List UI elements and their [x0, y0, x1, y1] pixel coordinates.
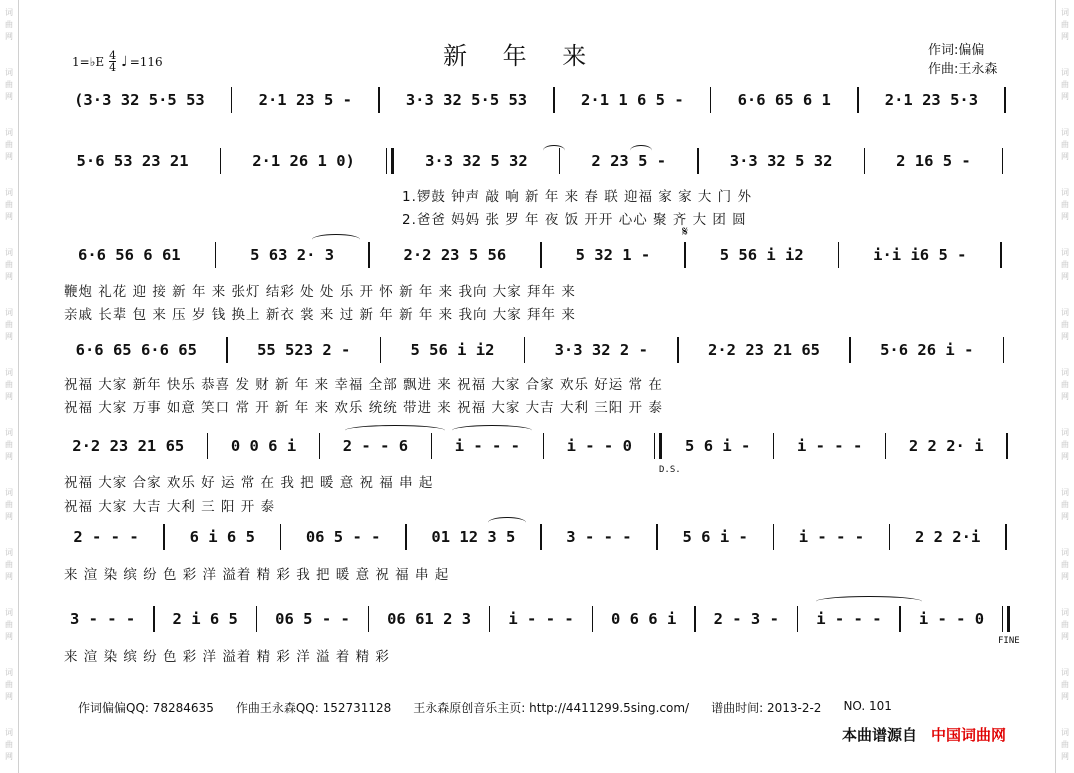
watermark-char: 词 [5, 248, 13, 257]
barline [489, 606, 491, 632]
measure-notes: 2 16 5 - [896, 152, 971, 170]
barline [163, 524, 165, 550]
watermark-char: 网 [1061, 332, 1069, 341]
watermark-char: 词 [1061, 128, 1069, 137]
footer-lyricist-qq: 作词偏偏QQ: 78284635 [78, 701, 214, 715]
measure-notes: 2 i 6 5 [172, 610, 238, 628]
watermark-char: 网 [5, 272, 13, 281]
slur-mark [488, 517, 526, 528]
lyric-v1-line3: 祝福 大家 新年 快乐 恭喜 发 财 新 年 来 幸福 全部 飘进 来 祝福 大家 合家 欢乐 好运 常 在 [64, 377, 663, 393]
measure-notes: 3 - - - [566, 528, 632, 546]
key-tempo [72, 50, 163, 73]
watermark-char: 词 [5, 188, 13, 197]
barline [405, 524, 407, 550]
watermark-char: 曲 [5, 260, 13, 269]
watermark-char: 网 [1061, 692, 1069, 701]
barline [207, 433, 209, 459]
lyric-v2-line4: 祝福 大家 大吉 大利 三 阳 开 泰 [64, 499, 276, 515]
watermark-char: 曲 [5, 680, 13, 689]
measure-notes: 2 - - 6 [342, 437, 409, 455]
measure-notes: 5 63 2· 3 [250, 246, 335, 264]
barline [368, 606, 370, 632]
barline [380, 337, 382, 363]
measure-notes: 6 i 6 5 [189, 528, 255, 546]
measure-notes: 6·6 56 6 61 [77, 246, 181, 264]
watermark-char: 词 [5, 308, 13, 317]
measure-notes: 6·6 65 6·6 65 [75, 341, 197, 359]
watermark-char: 词 [1061, 548, 1069, 557]
barline [368, 242, 370, 268]
watermark-char: 词 [1061, 188, 1069, 197]
barline [215, 242, 217, 268]
watermark-char: 网 [1061, 212, 1069, 221]
watermark-char: 词 [1061, 488, 1069, 497]
composer: 作曲:王永森 [928, 62, 998, 77]
measure-notes: i - - 0 [566, 437, 632, 455]
watermark-char: 词 [1061, 248, 1069, 257]
measure-notes: 0 6 6 i [610, 610, 677, 628]
footer-homepage: 王永森原创音乐主页: http://4411299.5sing.com/ [413, 701, 690, 715]
measure-notes: (3·3 32 5·5 53 [74, 91, 205, 109]
measure-notes: 3 - - - [69, 610, 136, 628]
barline [885, 433, 887, 459]
left-watermark-strip [0, 0, 19, 773]
barline [231, 87, 233, 113]
score-line-2 [62, 144, 1020, 178]
measure-notes: i - - 0 [918, 610, 985, 628]
measure-notes: 2 2 2· i [908, 437, 984, 455]
slur-mark [312, 234, 360, 245]
measure-notes: 2·2 23 21 65 [708, 341, 820, 359]
measure-notes: 5 6 i - [682, 528, 748, 546]
watermark-char: 曲 [1061, 740, 1069, 749]
watermark-char: 网 [5, 332, 13, 341]
watermark-char: 曲 [5, 200, 13, 209]
barline [797, 606, 799, 632]
measure-notes: 2 - 3 - [713, 610, 779, 628]
source-site: 中国词曲网 [931, 726, 1007, 744]
lyric-line6: 来 渲 染 缤 纷 色 彩 洋 溢着 精 彩 洋 溢 着 精 彩 [64, 649, 390, 665]
watermark-char: 网 [1061, 92, 1069, 101]
measure-notes: 3·3 32 5 32 [729, 152, 833, 170]
lyric-v1-line1: 1.锣鼓 钟声 敲 响 新 年 来 春 联 迎福 家 家 大 门 外 [402, 189, 752, 205]
quarter-note-icon: ♩ [121, 53, 128, 70]
watermark-char: 网 [1061, 32, 1069, 41]
watermark-char: 词 [5, 548, 13, 557]
measure-notes: i - - - [798, 528, 865, 546]
watermark-char: 词 [1061, 428, 1069, 437]
watermark-char: 曲 [1061, 80, 1069, 89]
barline [543, 433, 545, 459]
measure-notes: 5 6 i - [685, 437, 751, 455]
watermark-char: 网 [5, 512, 13, 521]
watermark-char: 词 [1061, 608, 1069, 617]
measure-notes: 06 61 2 3 [387, 610, 472, 628]
measure-notes: 5·6 53 23 21 [76, 152, 189, 170]
watermark-char: 词 [5, 608, 13, 617]
barline [540, 524, 542, 550]
measure-notes: 2·1 23 5 - [258, 91, 352, 109]
measure-notes: 5·6 26 i - [880, 341, 974, 359]
watermark-char: 网 [5, 692, 13, 701]
lyric-v2-line1: 2.爸爸 妈妈 张 罗 年 夜 饭 开开 心心 聚 齐 大 团 圆 [402, 212, 747, 228]
barline [592, 606, 594, 632]
lyric-line5: 来 渲 染 缤 纷 色 彩 洋 溢着 精 彩 我 把 暖 意 祝 福 串 起 [64, 567, 450, 583]
measure-notes: 6·6 65 6 1 [737, 91, 831, 109]
measure-notes: 0 0 6 i [230, 437, 297, 455]
lyric-v1-line2: 鞭炮 礼花 迎 接 新 年 来 张灯 结彩 处 处 乐 开 怀 新 年 来 我向 大家 拜年 来 [64, 284, 576, 300]
time-signature [109, 50, 116, 73]
barline [684, 242, 686, 268]
measure-notes: 3·3 32 5 32 [425, 152, 528, 170]
watermark-char: 网 [1061, 392, 1069, 401]
watermark-char: 词 [5, 488, 13, 497]
measure-notes: 2·2 23 5 56 [403, 246, 507, 264]
barline [1000, 242, 1002, 268]
lyric-v2-line2: 亲戚 长辈 包 来 压 岁 钱 换上 新衣 裳 来 过 新 年 新 年 来 我向 大家 拜年 来 [64, 307, 576, 323]
measure-notes: 2·2 23 21 65 [72, 437, 185, 455]
credits [928, 41, 997, 79]
watermark-char: 网 [5, 32, 13, 41]
barline [864, 148, 866, 174]
barline [773, 433, 775, 459]
time-bottom: 4 [109, 61, 117, 74]
watermark-char: 词 [5, 728, 13, 737]
watermark-char: 曲 [5, 80, 13, 89]
footer-date: 谱曲时间: 2013-2-2 [711, 701, 822, 715]
score-line-6 [62, 520, 1020, 554]
barline [889, 524, 891, 550]
measure-notes: 5 56 i i2 [719, 246, 804, 264]
barline [677, 337, 679, 363]
measure-notes: i - - - [508, 610, 574, 628]
watermark-char: 词 [5, 128, 13, 137]
watermark-char: 词 [1061, 728, 1069, 737]
barline [1005, 524, 1007, 550]
watermark-char: 网 [1061, 272, 1069, 281]
watermark-char: 词 [5, 368, 13, 377]
watermark-char: 网 [1061, 752, 1069, 761]
barline [319, 433, 321, 459]
barline [697, 148, 699, 174]
measure-notes: 2 2 2·i [914, 528, 981, 546]
slur-mark [816, 596, 922, 607]
barline [857, 87, 859, 113]
watermark-char: 曲 [1061, 560, 1069, 569]
barline [1006, 433, 1008, 459]
score-line-5 [62, 429, 1020, 463]
watermark-char: 曲 [5, 380, 13, 389]
watermark-char: 网 [5, 212, 13, 221]
barline [1002, 606, 1010, 632]
barline [694, 606, 696, 632]
watermark-char: 网 [5, 632, 13, 641]
time-top: 4 [109, 49, 117, 62]
watermark-char: 曲 [1061, 140, 1069, 149]
measure-notes: 5 32 1 - [575, 246, 651, 264]
barline [1003, 337, 1005, 363]
watermark-char: 词 [1061, 668, 1069, 677]
watermark-char: 网 [1061, 512, 1069, 521]
measure-notes: 55 523 2 - [257, 341, 351, 359]
footer-composer-qq: 作曲王永森QQ: 152731128 [235, 701, 392, 715]
watermark-char: 网 [5, 752, 13, 761]
barline [256, 606, 258, 632]
score-line-7 [62, 602, 1020, 636]
key-signature: 1=♭E [72, 54, 105, 69]
watermark-char: 曲 [1061, 620, 1069, 629]
watermark-char: 曲 [5, 320, 13, 329]
watermark-char: 网 [5, 92, 13, 101]
measure-notes: 2·1 23 5·3 [884, 91, 979, 109]
measure-notes: i - - - [816, 610, 882, 628]
barline [431, 433, 433, 459]
watermark-char: 曲 [1061, 680, 1069, 689]
watermark-char: 词 [5, 668, 13, 677]
watermark-char: 曲 [1061, 320, 1069, 329]
barline [899, 606, 901, 632]
watermark-char: 网 [5, 572, 13, 581]
lyric-v2-line3: 祝福 大家 万事 如意 笑口 常 开 新 年 来 欢乐 统统 带进 来 祝福 大家 大吉 大利 三阳 开 泰 [64, 400, 663, 416]
watermark-char: 词 [5, 428, 13, 437]
watermark-char: 词 [1061, 368, 1069, 377]
watermark-char: 曲 [1061, 440, 1069, 449]
lyric-v1-line4: 祝福 大家 合家 欢乐 好 运 常 在 我 把 暖 意 祝 福 串 起 [64, 475, 434, 491]
watermark-char: 曲 [1061, 20, 1069, 29]
watermark-char: 网 [1061, 632, 1069, 641]
watermark-char: 曲 [5, 500, 13, 509]
watermark-char: 词 [1061, 68, 1069, 77]
watermark-char: 曲 [1061, 380, 1069, 389]
watermark-char: 曲 [1061, 200, 1069, 209]
watermark-char: 词 [1061, 8, 1069, 17]
source-credit [842, 724, 1006, 745]
right-watermark-strip [1055, 0, 1074, 773]
measure-notes: 2 - - - [73, 528, 139, 546]
barline [378, 87, 380, 113]
watermark-char: 网 [5, 392, 13, 401]
barline [386, 148, 394, 174]
measure-notes: 3·3 32 2 - [554, 341, 648, 359]
watermark-char: 曲 [1061, 260, 1069, 269]
measure-notes: 06 5 - - [275, 610, 350, 628]
footer [78, 699, 1008, 715]
lyricist: 作词:偏偏 [928, 43, 985, 58]
barline [654, 433, 662, 459]
watermark-char: 曲 [5, 620, 13, 629]
watermark-char: 曲 [5, 140, 13, 149]
watermark-char: 词 [5, 8, 13, 17]
measure-notes: 06 5 - - [305, 528, 381, 546]
watermark-char: 曲 [5, 440, 13, 449]
barline [1002, 148, 1004, 174]
ds-mark: D.S. [659, 465, 681, 475]
barline [710, 87, 712, 113]
barline [220, 148, 222, 174]
score-line-4 [62, 333, 1020, 367]
barline [849, 337, 851, 363]
barline [540, 242, 542, 268]
barline [1004, 87, 1006, 113]
watermark-char: 曲 [5, 20, 13, 29]
segno-icon: 𝄋 [682, 224, 689, 240]
footer-number: NO. 101 [843, 699, 892, 713]
measure-notes: 01 12 3 5 [431, 528, 516, 546]
barline [773, 524, 775, 550]
slur-mark [543, 145, 565, 156]
measure-notes: 2·1 1 6 5 - [581, 91, 684, 109]
measure-notes: 2 23 5 - [591, 152, 667, 170]
watermark-char: 词 [5, 68, 13, 77]
measure-notes: 5 56 i i2 [410, 341, 495, 359]
watermark-char: 网 [5, 152, 13, 161]
barline [656, 524, 658, 550]
watermark-char: 曲 [5, 560, 13, 569]
watermark-char: 曲 [5, 740, 13, 749]
barline [226, 337, 228, 363]
song-title: 新 年 来 [443, 42, 601, 70]
barline [524, 337, 526, 363]
watermark-char: 网 [1061, 572, 1069, 581]
barline [838, 242, 840, 268]
watermark-char: 词 [1061, 308, 1069, 317]
barline [153, 606, 155, 632]
watermark-char: 网 [1061, 452, 1069, 461]
measure-notes: i·i i6 5 - [873, 246, 967, 264]
slur-mark [630, 145, 652, 156]
watermark-char: 网 [5, 452, 13, 461]
slur-mark [452, 425, 532, 436]
fine-mark: FINE [998, 636, 1020, 646]
barline [553, 87, 555, 113]
measure-notes: 3·3 32 5·5 53 [405, 91, 528, 109]
watermark-char: 网 [1061, 152, 1069, 161]
slur-mark [345, 425, 445, 436]
tempo: =116 [129, 54, 163, 69]
score-line-1 [62, 83, 1020, 117]
measure-notes: i - - - [454, 437, 521, 455]
source-label: 本曲谱源自 [842, 726, 918, 744]
measure-notes: i - - - [796, 437, 863, 455]
measure-notes: 2·1 26 1 0) [252, 152, 355, 170]
barline [280, 524, 282, 550]
score-line-3 [62, 238, 1020, 272]
watermark-char: 曲 [1061, 500, 1069, 509]
